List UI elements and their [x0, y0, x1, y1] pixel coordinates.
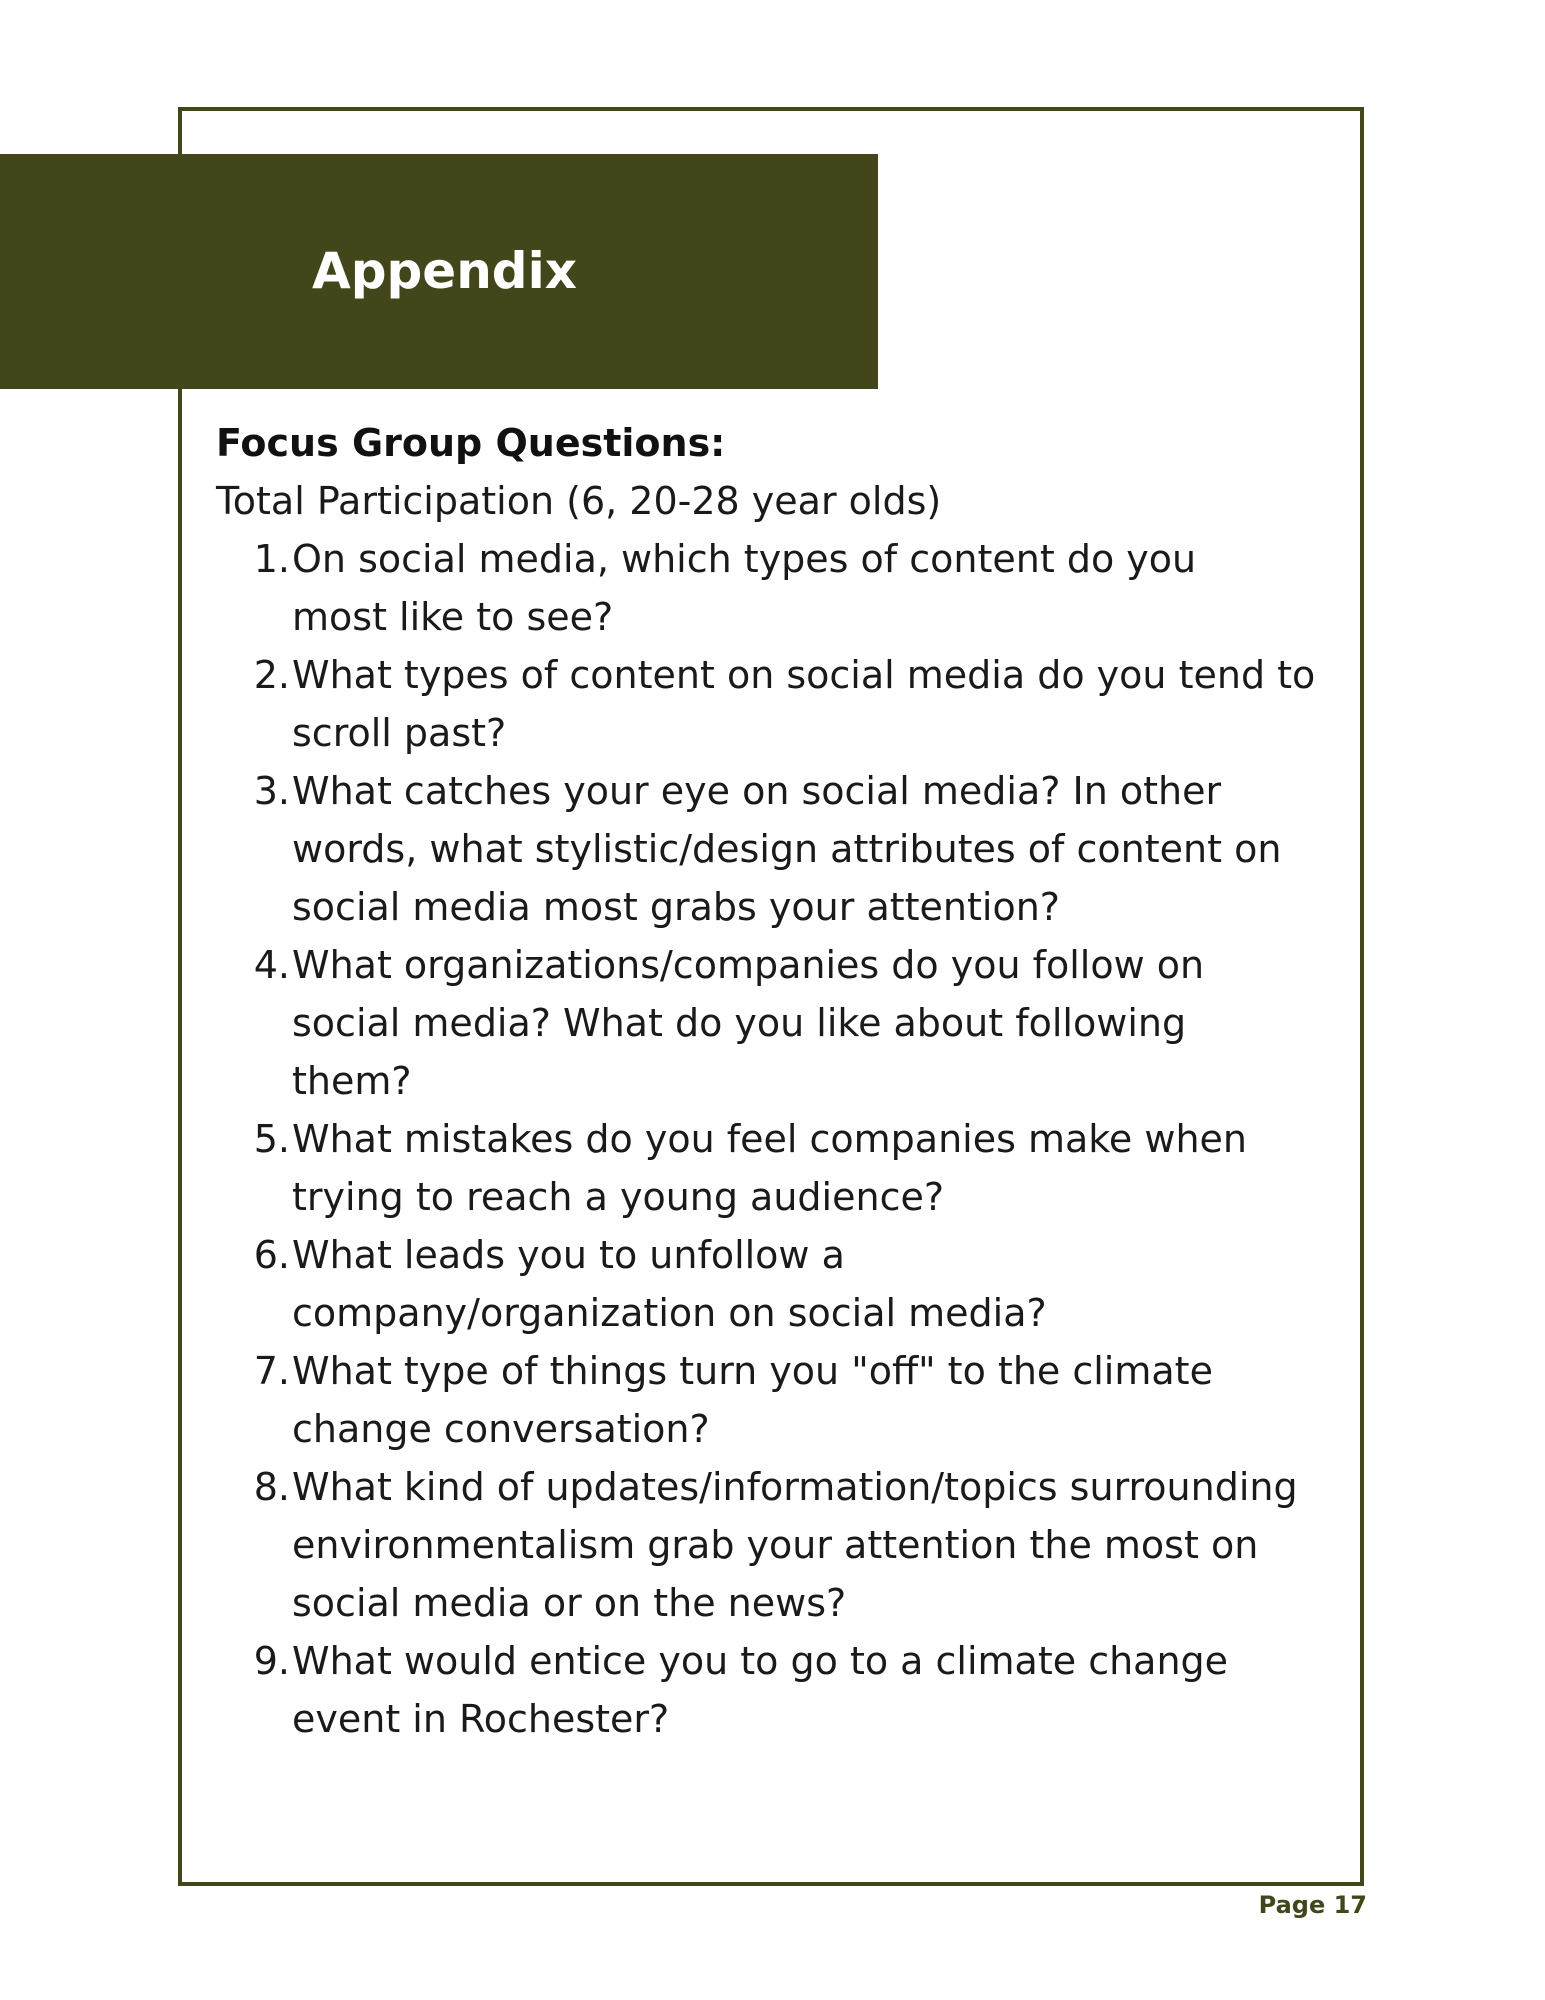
participation-text: Total Participation (6, 20-28 year olds) [216, 479, 942, 523]
section-heading: Focus Group Questions: [216, 421, 726, 465]
question-number: 5. [253, 1117, 290, 1161]
question-text: What type of things turn you "off" to the climate change conversation? [292, 1349, 1213, 1451]
list-item [216, 530, 1336, 646]
question-text: What types of content on social media do you tend to scroll past? [292, 653, 1316, 755]
question-text: What catches your eye on social media? In other words, what stylistic/design attributes of content on social media most grabs your attention? [292, 769, 1282, 929]
question-number: 1. [253, 537, 290, 581]
list-item [216, 936, 1336, 1110]
question-number: 2. [253, 653, 290, 697]
list-item [216, 1458, 1336, 1632]
question-number: 9. [253, 1639, 290, 1683]
list-item [216, 1632, 1336, 1748]
list-item [216, 1226, 1336, 1342]
list-item [216, 1342, 1336, 1458]
question-text: What leads you to unfollow a company/organization on social media? [292, 1233, 1047, 1335]
page-number: Page 17 [1258, 1891, 1367, 1919]
question-number: 3. [253, 769, 290, 813]
list-item [216, 762, 1336, 936]
question-text: What kind of updates/information/topics surrounding environmentalism grab your attention the most on social media or on the news? [292, 1465, 1298, 1625]
list-item [216, 646, 1336, 762]
question-number: 7. [253, 1349, 290, 1393]
question-number: 6. [253, 1233, 290, 1277]
main-content [216, 414, 1336, 1748]
question-list [216, 530, 1336, 1748]
list-item [216, 1110, 1336, 1226]
question-number: 4. [253, 943, 290, 987]
page-title: Appendix [312, 242, 577, 300]
question-number: 8. [253, 1465, 290, 1509]
question-text: What would entice you to go to a climate change event in Rochester? [292, 1639, 1229, 1741]
question-text: On social media, which types of content do you most like to see? [292, 537, 1197, 639]
question-text: What organizations/companies do you follow on social media? What do you like about following them? [292, 943, 1205, 1103]
question-text: What mistakes do you feel companies make when trying to reach a young audience? [292, 1117, 1248, 1219]
